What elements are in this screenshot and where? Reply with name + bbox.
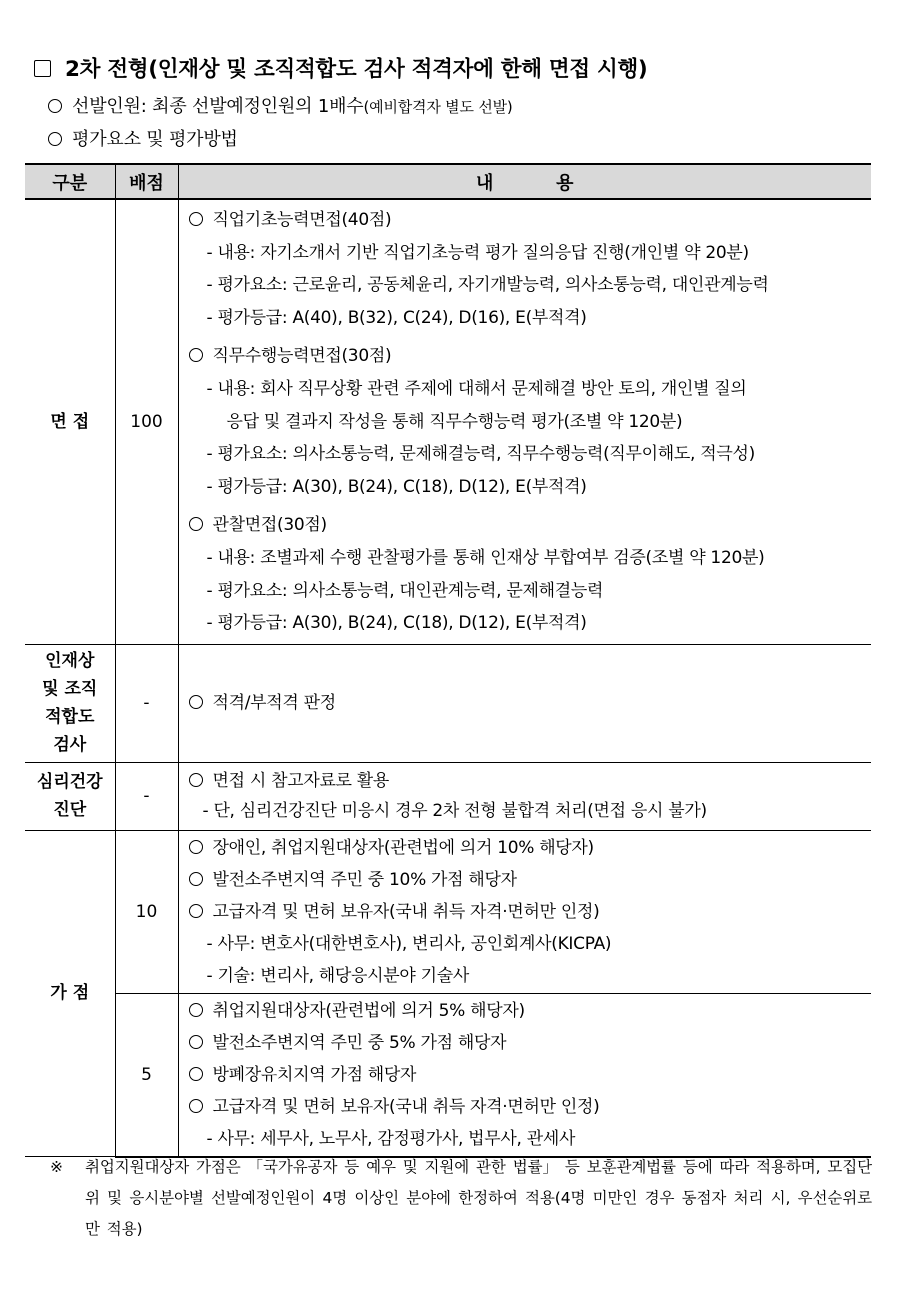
header-content: 내 용: [178, 164, 871, 199]
category-line: 검사: [53, 735, 87, 756]
circle-bullet-icon: [189, 348, 203, 362]
section-heading: [34, 52, 647, 83]
footnote-text: 취업지원대상자 가점은 「국가유공자 등 예우 및 지원에 관한 법률」 등 보훈관계법률 등에 따라 적용하며, 모집단위 및 응시분야별 선발예정인원이 4명 이상인 분야에 한정하여 적용(4명 미만인 경우 동점자 처리 시, 우선순위로만 적용): [85, 1158, 872, 1238]
bonus-sub: - 사무: 세무사, 노무사, 감정평가사, 법무사, 관세사: [206, 1128, 576, 1149]
circle-bullet-icon: [189, 1003, 203, 1017]
section-line: - 평가요소: 의사소통능력, 문제해결능력, 직무수행능력(직무이해도, 적극성): [206, 444, 755, 465]
health-text: 면접 시 참고자료로 활용: [212, 771, 390, 792]
category-line: 및 조직: [42, 679, 98, 700]
section-line: - 내용: 회사 직무상황 관련 주제에 대해서 문제해결 방안 토의, 개인별 질의: [206, 378, 747, 399]
section-heading-text: 2차 전형(인재상 및 조직적합도 검사 적격자에 한해 면접 시행): [65, 57, 648, 82]
section-line: - 평가등급: A(40), B(32), C(24), D(16), E(부적격): [206, 307, 587, 328]
bonus-item: 발전소주변지역 주민 중 5% 가점 해당자: [212, 1032, 507, 1053]
interview-section-3: [187, 509, 872, 639]
category-line: 적합도: [45, 707, 95, 728]
interview-score: 100: [115, 199, 178, 644]
circle-bullet-icon: [48, 132, 62, 146]
selection-bullet: [46, 92, 513, 118]
health-subtext: - 단, 심리건강진단 미응시 경우 2차 전형 불합격 처리(면접 응시 불가): [202, 801, 707, 822]
bonus-content-5: [178, 993, 871, 1157]
bonus-item: 취업지원대상자(관련법에 의거 5% 해당자): [212, 1000, 525, 1021]
circle-bullet-icon: [189, 872, 203, 886]
circle-bullet-icon: [189, 517, 203, 531]
section-line: - 평가등급: A(30), B(24), C(18), D(12), E(부적격): [206, 613, 587, 634]
circle-bullet-icon: [189, 1099, 203, 1113]
footnote-mark: ※: [50, 1158, 63, 1176]
section-line: 응답 및 결과지 작성을 통해 직무수행능력 평가(조별 약 120분): [226, 411, 683, 432]
interview-category: 면 접: [25, 199, 115, 644]
bonus-score-5: 5: [115, 993, 178, 1157]
circle-bullet-icon: [189, 212, 203, 226]
section-line: - 평가등급: A(30), B(24), C(18), D(12), E(부적격): [206, 476, 587, 497]
table-header-row: [25, 164, 871, 199]
circle-bullet-icon: [189, 773, 203, 787]
aptitude-text: 적격/부적격 판정: [212, 692, 336, 713]
section-title: 직무수행능력면접(30점): [212, 346, 392, 367]
aptitude-category: [25, 644, 115, 762]
aptitude-score: -: [115, 644, 178, 762]
evaluation-bullet: [46, 125, 238, 151]
evaluation-table: [25, 163, 871, 1158]
circle-bullet-icon: [189, 1035, 203, 1049]
interview-section-1: [187, 204, 872, 334]
health-score: -: [115, 762, 178, 830]
section-line: - 내용: 조별과제 수행 관찰평가를 통해 인재상 부합여부 검증(조별 약 120분): [206, 547, 765, 568]
evaluation-text: 평가요소 및 평가방법: [72, 129, 238, 150]
health-category: [25, 762, 115, 830]
section-title: 직업기초능력면접(40점): [212, 210, 392, 230]
bonus-item: 발전소주변지역 주민 중 10% 가점 해당자: [212, 869, 517, 890]
section-line: - 평가요소: 의사소통능력, 대인관계능력, 문제해결능력: [206, 580, 604, 601]
table-row-bonus-5: [25, 993, 871, 1157]
category-line: 인재상: [45, 651, 95, 672]
section-line: - 평가요소: 근로윤리, 공동체윤리, 자기개발능력, 의사소통능력, 대인관계능력: [206, 275, 769, 296]
bonus-sub: - 사무: 변호사(대한변호사), 변리사, 공인회계사(KICPA): [206, 933, 612, 954]
bonus-item: 고급자격 및 면허 보유자(국내 취득 자격·면허만 인정): [212, 1096, 600, 1117]
selection-note: (예비합격자 별도 선발): [363, 98, 513, 116]
circle-bullet-icon: [48, 99, 62, 113]
circle-bullet-icon: [189, 840, 203, 854]
header-category: 구분: [25, 164, 115, 199]
table-row-bonus-10: [25, 830, 871, 993]
health-content: [178, 762, 871, 830]
bonus-item: 고급자격 및 면허 보유자(국내 취득 자격·면허만 인정): [212, 901, 600, 922]
interview-content: [178, 199, 871, 644]
category-line: 심리건강: [36, 772, 103, 793]
header-score: 배점: [115, 164, 178, 199]
circle-bullet-icon: [189, 1067, 203, 1081]
bonus-item: 장애인, 취업지원대상자(관련법에 의거 10% 해당자): [212, 837, 594, 858]
table-row-aptitude: [25, 644, 871, 762]
table-row-interview: [25, 199, 871, 644]
section-line: - 내용: 자기소개서 기반 직업기초능력 평가 질의응답 진행(개인별 약 20분): [206, 242, 749, 263]
circle-bullet-icon: [189, 695, 203, 709]
circle-bullet-icon: [189, 904, 203, 918]
selection-text: 선발인원: 최종 선발예정인원의 1배수: [72, 96, 364, 117]
bonus-item: 방폐장유치지역 가점 해당자: [212, 1064, 417, 1085]
table-row-health: [25, 762, 871, 830]
square-bullet-icon: [34, 60, 51, 77]
aptitude-content: [178, 644, 871, 762]
bonus-category: 가 점: [25, 830, 115, 1157]
bonus-score-10: 10: [115, 830, 178, 993]
interview-section-2: [187, 340, 872, 503]
bonus-content-10: [178, 830, 871, 993]
section-title: 관찰면접(30점): [212, 515, 327, 536]
footnote: [50, 1152, 872, 1245]
bonus-sub: - 기술: 변리사, 해당응시분야 기술사: [206, 965, 469, 986]
category-line: 진단: [53, 800, 87, 821]
